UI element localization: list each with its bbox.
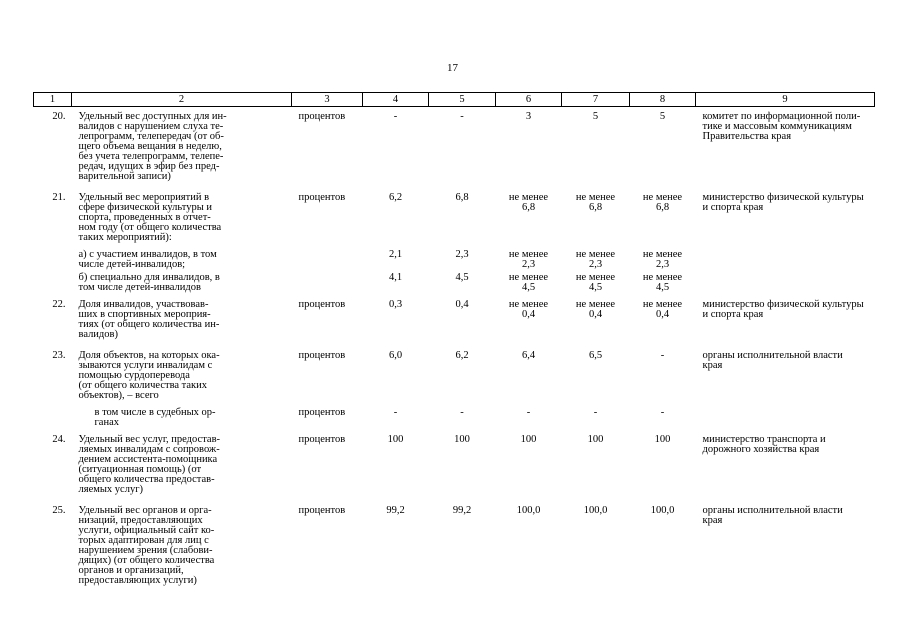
- cell-line: Удельный вес доступных для ин-: [78, 111, 227, 122]
- value-cell-v6: [496, 295, 562, 346]
- cell-line: ном году (от общего количества: [78, 222, 222, 233]
- cell-line: ляемых инвалидам с сопровож-: [78, 444, 220, 455]
- cell-line: -: [660, 350, 665, 361]
- cell-line: 2,3: [521, 259, 536, 270]
- value-cell-v6: [496, 249, 562, 272]
- cell-line: 100,0: [583, 505, 608, 516]
- cell-line: (от общего количества таких: [78, 380, 208, 391]
- cell-line: 100: [387, 434, 404, 445]
- responsible-body: [696, 501, 875, 592]
- value-cell-v4: [363, 295, 429, 346]
- cell-line: (ситуационная помощь) (от: [78, 464, 202, 475]
- cell-line: 100: [520, 434, 537, 445]
- cell-line: 3: [525, 111, 532, 122]
- cell-line: 6,8: [588, 202, 603, 213]
- column-header-row: [34, 93, 875, 107]
- cell-line: не менее: [642, 299, 683, 310]
- cell-line: объектов), – всего: [78, 390, 159, 401]
- cell-line: -: [393, 407, 398, 418]
- unit-of-measure: [292, 249, 363, 272]
- cell-line: лепрограмм, телепередач (от об-: [78, 131, 224, 142]
- value-cell-v4: [363, 407, 429, 430]
- cell-line: 6,5: [588, 350, 603, 361]
- indicator-description: [72, 107, 292, 189]
- cell-line: -: [393, 111, 398, 122]
- table-row: [34, 272, 875, 295]
- cell-line: комитет по информационной поли-: [702, 111, 861, 122]
- value-cell-v7: [562, 295, 630, 346]
- cell-line: общего количества предостав-: [78, 474, 215, 485]
- cell-line: без учета телепрограмм, телепе-: [78, 151, 224, 162]
- value-cell-v4: [363, 107, 429, 189]
- value-cell-v6: [496, 272, 562, 295]
- table-row: [34, 295, 875, 346]
- cell-line: 0,4: [521, 309, 536, 320]
- cell-line: 2,3: [588, 259, 603, 270]
- cell-line: ляемых услуг): [78, 484, 144, 495]
- value-cell-v8: [630, 249, 696, 272]
- cell-line: 6,8: [521, 202, 536, 213]
- unit-of-measure: процентов: [298, 407, 346, 418]
- row-number: 24.: [52, 434, 66, 445]
- cell-line: 6,2: [388, 192, 403, 203]
- cell-line: не менее: [575, 249, 616, 260]
- cell-line: редач, идущих в эфир без пред-: [78, 161, 220, 172]
- indicator-description: [72, 430, 292, 501]
- cell-line: 100,0: [516, 505, 541, 516]
- cell-line: том числе детей-инвалидов: [78, 282, 201, 293]
- row-number: [34, 407, 72, 430]
- cell-line: валидов с нарушением слуха те-: [78, 121, 224, 132]
- responsible-body: [696, 272, 875, 295]
- indicator-description: [72, 295, 292, 346]
- value-cell-v5: [429, 188, 496, 249]
- responsible-body: [696, 430, 875, 501]
- column-header-1: 1: [34, 93, 72, 107]
- cell-line: дорожного хозяйства края: [702, 444, 820, 455]
- unit-of-measure: процентов: [298, 505, 346, 516]
- column-header-7: 7: [562, 93, 630, 107]
- unit-of-measure: процентов: [298, 350, 346, 361]
- value-cell-v5: [429, 346, 496, 407]
- cell-line: варительной записи): [78, 171, 171, 182]
- table-row: [34, 430, 875, 501]
- cell-line: Доля инвалидов, участвовав-: [78, 299, 209, 310]
- cell-line: органы исполнительной власти: [702, 350, 843, 361]
- cell-line: не менее: [642, 272, 683, 283]
- value-cell-v5: [429, 272, 496, 295]
- value-cell-v5: [429, 501, 496, 592]
- cell-line: 0,3: [388, 299, 403, 310]
- cell-line: не менее: [642, 192, 683, 203]
- row-number: 23.: [52, 350, 66, 361]
- cell-line: 4,1: [388, 272, 403, 283]
- cell-line: не менее: [508, 192, 549, 203]
- cell-line: 6,2: [455, 350, 469, 361]
- cell-line: не менее: [575, 272, 616, 283]
- value-cell-v8: [630, 430, 696, 501]
- cell-line: 6,4: [521, 350, 536, 361]
- cell-line: 0,4: [588, 309, 603, 320]
- table-row: [34, 346, 875, 407]
- table-row: [34, 249, 875, 272]
- value-cell-v8: [630, 188, 696, 249]
- table-row: [34, 407, 875, 430]
- row-number: [34, 272, 72, 295]
- cell-line: -: [460, 407, 464, 418]
- page-number: 17: [447, 62, 458, 74]
- value-cell-v6: [496, 407, 562, 430]
- table-row: [34, 501, 875, 592]
- row-number: 25.: [52, 505, 66, 516]
- indicator-description: [72, 407, 292, 430]
- cell-line: щего объема вещания в неделю,: [78, 141, 222, 152]
- cell-line: не менее: [508, 249, 549, 260]
- indicator-description: [72, 346, 292, 407]
- cell-line: не менее: [508, 299, 549, 310]
- cell-line: сфере физической культуры и: [78, 202, 213, 213]
- responsible-body: [696, 188, 875, 249]
- cell-line: не менее: [508, 272, 549, 283]
- cell-line: 2,1: [388, 249, 403, 260]
- unit-of-measure: процентов: [298, 299, 346, 310]
- cell-line: услуги, официальный сайт ко-: [78, 525, 215, 536]
- value-cell-v6: [496, 430, 562, 501]
- cell-line: -: [526, 407, 531, 418]
- cell-line: органы исполнительной власти: [702, 505, 843, 516]
- value-cell-v7: [562, 430, 630, 501]
- cell-line: а) с участием инвалидов, в том: [78, 249, 217, 260]
- cell-line: 100: [587, 434, 604, 445]
- responsible-body: [696, 249, 875, 272]
- cell-line: не менее: [575, 192, 616, 203]
- unit-of-measure: процентов: [298, 434, 346, 445]
- value-cell-v4: [363, 346, 429, 407]
- indicator-description: [72, 501, 292, 592]
- cell-line: Удельный вес мероприятий в: [78, 192, 210, 203]
- value-cell-v8: [630, 346, 696, 407]
- cell-line: министерство физической культуры: [702, 299, 864, 310]
- value-cell-v4: [363, 501, 429, 592]
- cell-line: органов и организаций,: [78, 565, 184, 576]
- responsible-body: [696, 107, 875, 189]
- value-cell-v4: [363, 430, 429, 501]
- value-cell-v5: [429, 107, 496, 189]
- value-cell-v7: [562, 107, 630, 189]
- cell-line: министерство транспорта и: [702, 434, 826, 445]
- cell-line: Доля объектов, на которых ока-: [78, 350, 220, 361]
- cell-line: и спорта края: [702, 309, 764, 320]
- cell-line: 5: [592, 111, 599, 122]
- cell-line: 100: [454, 434, 470, 445]
- cell-line: 100,0: [650, 505, 675, 516]
- table-row: [34, 188, 875, 249]
- value-cell-v4: [363, 272, 429, 295]
- cell-line: 4,5: [455, 272, 469, 283]
- cell-line: предоставляющих услуги): [78, 575, 197, 586]
- cell-line: 99,2: [452, 505, 472, 516]
- value-cell-v6: [496, 107, 562, 189]
- cell-line: 0,4: [655, 309, 670, 320]
- column-header-6: 6: [496, 93, 562, 107]
- table-body: [34, 107, 875, 593]
- value-cell-v6: [496, 188, 562, 249]
- column-header-2: 2: [72, 93, 292, 107]
- cell-line: валидов): [78, 329, 118, 340]
- unit-of-measure: процентов: [298, 192, 346, 203]
- responsible-body: [696, 295, 875, 346]
- cell-line: края: [702, 515, 723, 526]
- cell-line: Удельный вес услуг, предостав-: [78, 434, 221, 445]
- value-cell-v4: [363, 249, 429, 272]
- value-cell-v5: [429, 249, 496, 272]
- cell-line: б) специально для инвалидов, в: [78, 272, 220, 283]
- cell-line: тике и массовым коммуникациям: [702, 121, 852, 132]
- value-cell-v6: [496, 501, 562, 592]
- responsible-body: [696, 346, 875, 407]
- cell-line: торых адаптирован для лиц с: [78, 535, 209, 546]
- cell-line: -: [593, 407, 598, 418]
- cell-line: помощью сурдоперевода: [78, 370, 190, 381]
- value-cell-v7: [562, 188, 630, 249]
- value-cell-v5: [429, 295, 496, 346]
- cell-line: 4,5: [521, 282, 536, 293]
- value-cell-v7: [562, 407, 630, 430]
- unit-of-measure: процентов: [298, 111, 346, 122]
- indicator-description: [72, 249, 292, 272]
- column-header-9: 9: [696, 93, 875, 107]
- cell-line: 100: [654, 434, 671, 445]
- cell-line: не менее: [575, 299, 616, 310]
- cell-line: ганах: [94, 417, 119, 428]
- cell-line: ших в спортивных мероприя-: [78, 309, 211, 320]
- column-header-3: 3: [292, 93, 363, 107]
- indicators-table: [33, 92, 875, 592]
- cell-line: таких мероприятий):: [78, 232, 172, 243]
- value-cell-v8: [630, 272, 696, 295]
- cell-line: нарушением зрения (слабови-: [78, 545, 213, 556]
- value-cell-v8: [630, 295, 696, 346]
- row-number: 22.: [52, 299, 66, 310]
- cell-line: 2,3: [655, 259, 670, 270]
- cell-line: дением ассистента-помощника: [78, 454, 218, 465]
- cell-line: 99,2: [386, 505, 405, 516]
- cell-line: 6,0: [388, 350, 403, 361]
- value-cell-v4: [363, 188, 429, 249]
- cell-line: не менее: [642, 249, 683, 260]
- cell-line: и спорта края: [702, 202, 764, 213]
- row-number: 20.: [52, 111, 66, 122]
- cell-line: -: [660, 407, 665, 418]
- cell-line: 4,5: [588, 282, 603, 293]
- column-header-8: 8: [630, 93, 696, 107]
- value-cell-v8: [630, 107, 696, 189]
- cell-line: 5: [659, 111, 666, 122]
- cell-line: Правительства края: [702, 131, 792, 142]
- column-header-5: 5: [429, 93, 496, 107]
- value-cell-v7: [562, 346, 630, 407]
- cell-line: 0,4: [455, 299, 469, 310]
- responsible-body: [696, 407, 875, 430]
- cell-line: в том числе в судебных ор-: [94, 407, 216, 418]
- value-cell-v7: [562, 501, 630, 592]
- cell-line: министерство физической культуры: [702, 192, 864, 203]
- row-number: [34, 249, 72, 272]
- cell-line: 2,3: [455, 249, 469, 260]
- value-cell-v7: [562, 249, 630, 272]
- column-header-4: 4: [363, 93, 429, 107]
- cell-line: тиях (от общего количества ин-: [78, 319, 220, 330]
- cell-line: зываются услуги инвалидам с: [78, 360, 213, 371]
- value-cell-v6: [496, 346, 562, 407]
- cell-line: низаций, предоставляющих: [78, 515, 203, 526]
- cell-line: 4,5: [655, 282, 670, 293]
- cell-line: числе детей-инвалидов;: [78, 259, 186, 270]
- cell-line: 6,8: [655, 202, 670, 213]
- cell-line: 6,8: [455, 192, 469, 203]
- value-cell-v8: [630, 501, 696, 592]
- row-number: 21.: [52, 192, 66, 203]
- cell-line: Удельный вес органов и орга-: [78, 505, 212, 516]
- indicator-description: [72, 188, 292, 249]
- value-cell-v5: [429, 430, 496, 501]
- cell-line: -: [460, 111, 464, 122]
- cell-line: дящих) (от общего количества: [78, 555, 215, 566]
- cell-line: спорта, проведенных в отчет-: [78, 212, 211, 223]
- cell-line: края: [702, 360, 723, 371]
- value-cell-v5: [429, 407, 496, 430]
- unit-of-measure: [292, 272, 363, 295]
- indicator-description: [72, 272, 292, 295]
- value-cell-v8: [630, 407, 696, 430]
- table-row: [34, 107, 875, 189]
- value-cell-v7: [562, 272, 630, 295]
